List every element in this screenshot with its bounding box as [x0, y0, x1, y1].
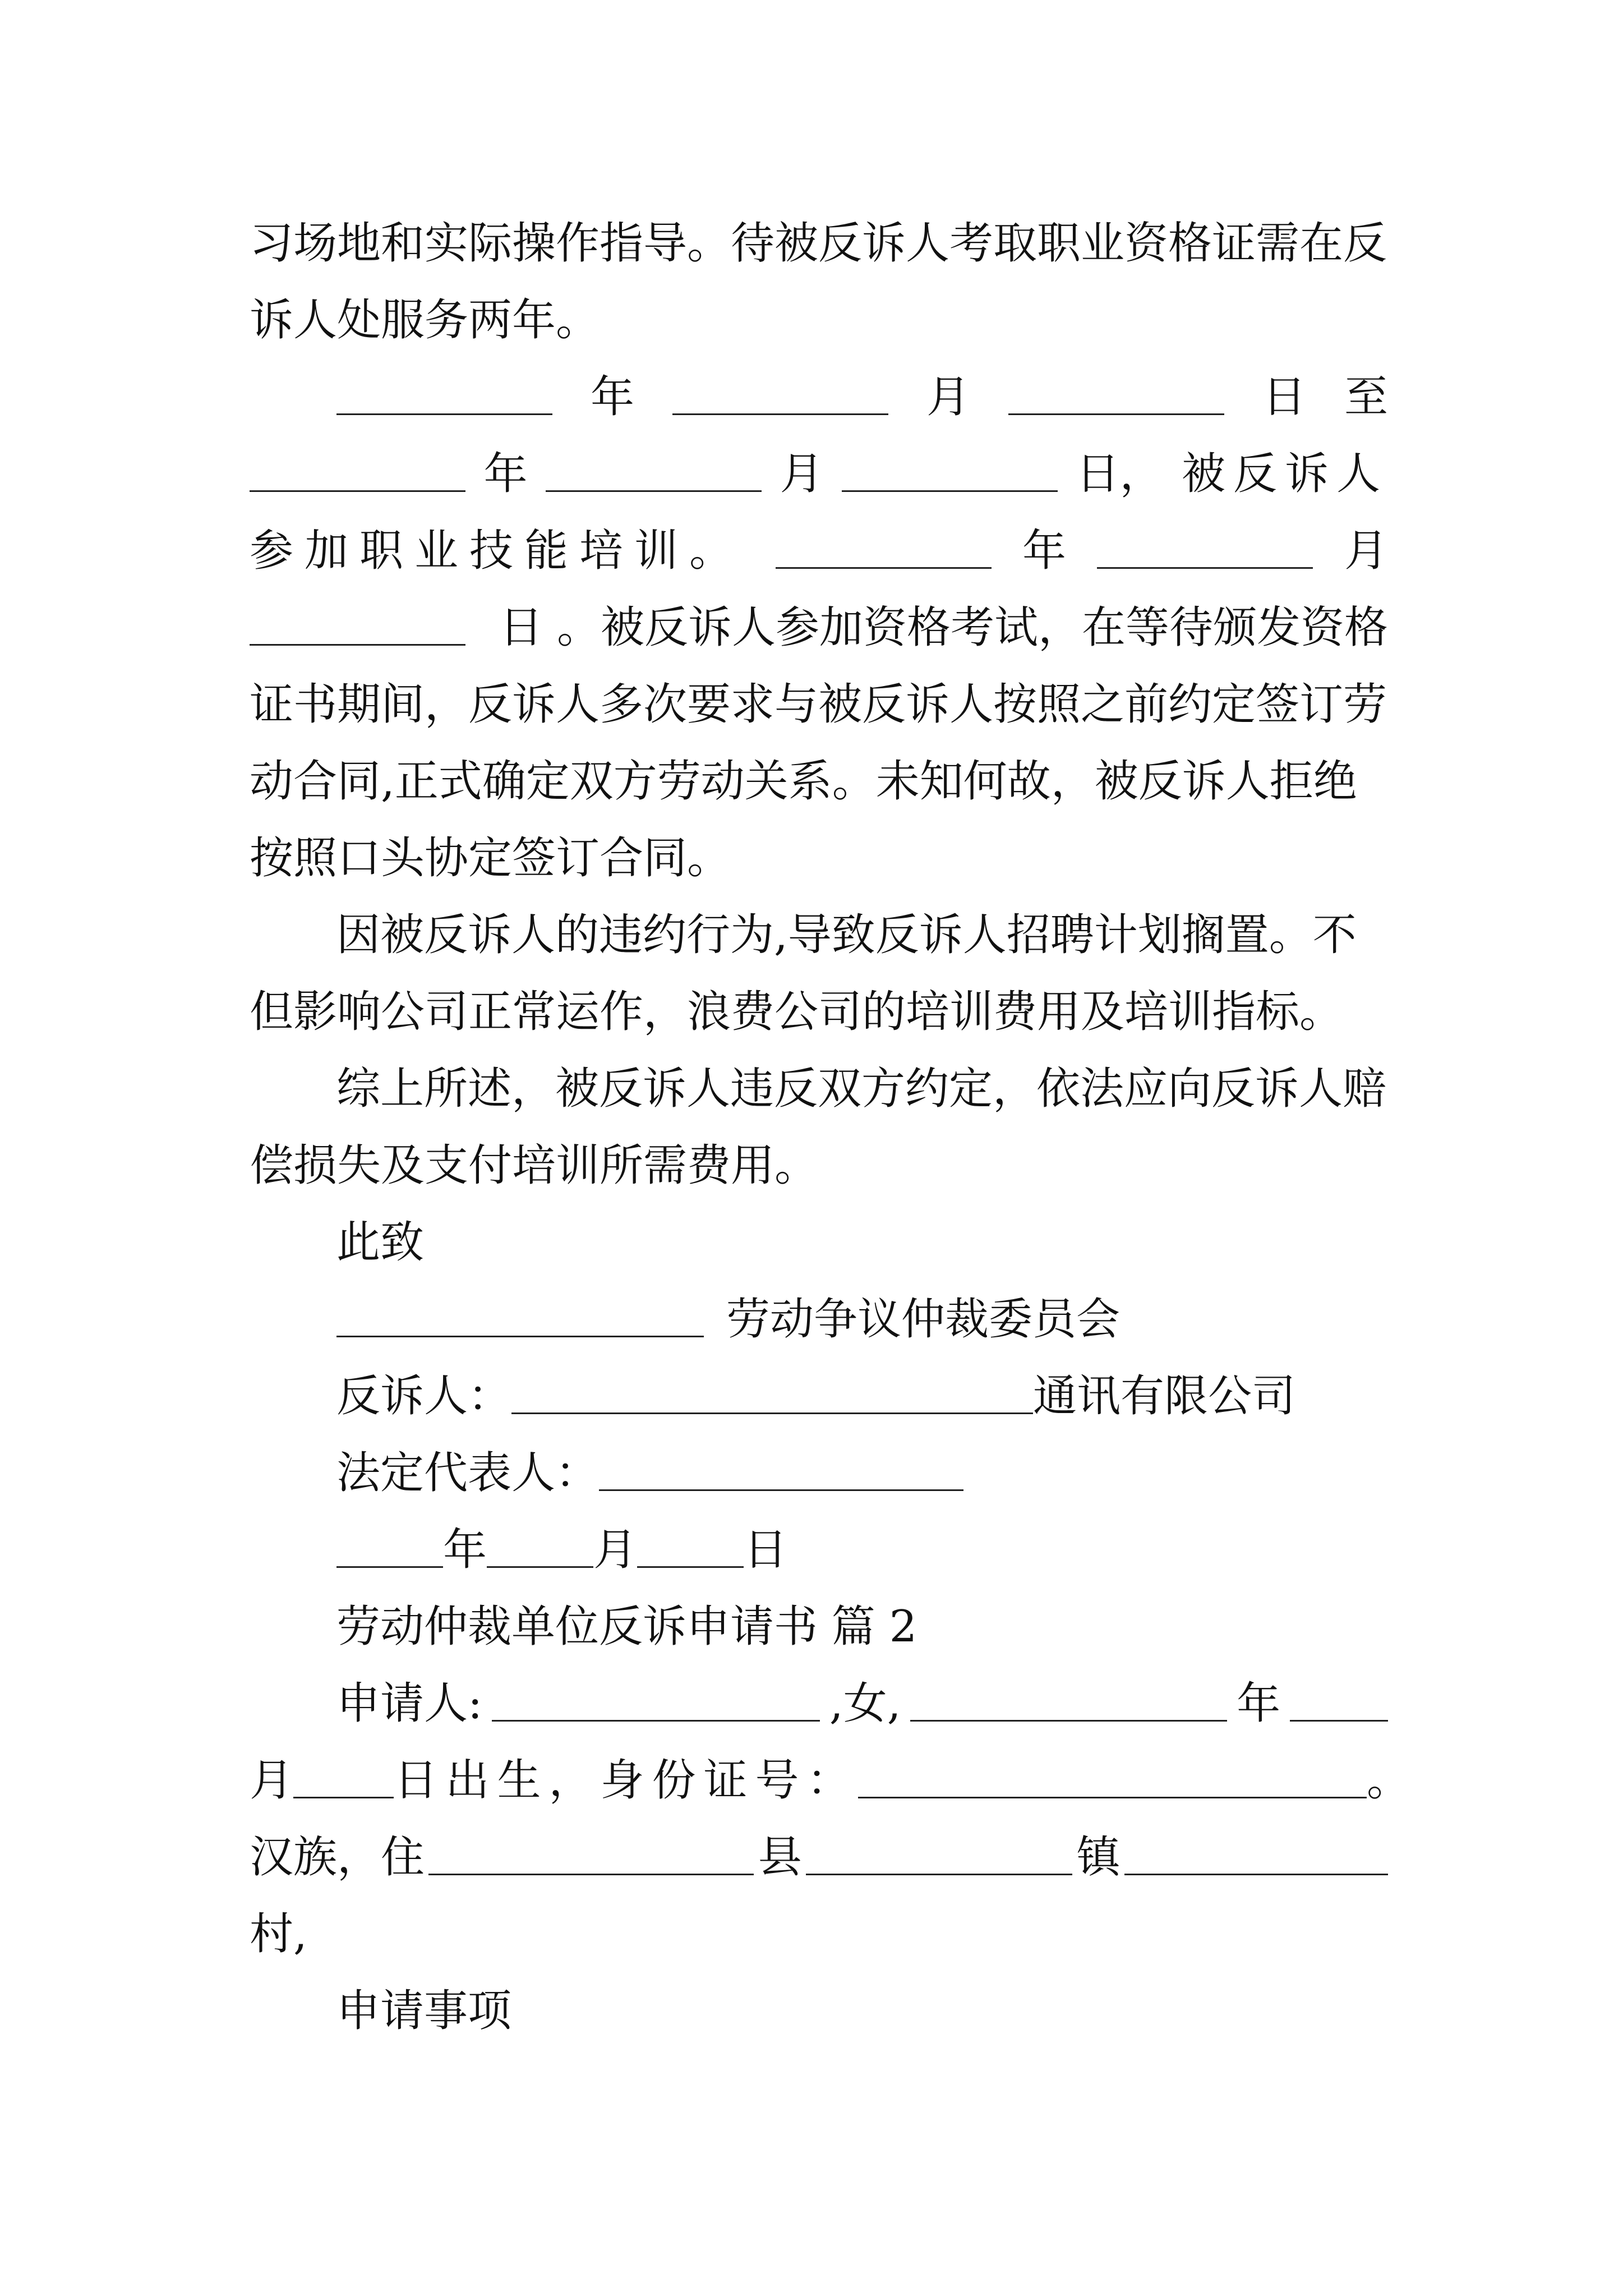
blank-line	[511, 1379, 1033, 1414]
date-range-line	[250, 436, 1388, 513]
paragraph-line: 综上所述，被反诉人违反双方约定，依法应向反诉人赔	[336, 1064, 1387, 1114]
month-label: 月	[593, 1525, 638, 1575]
blank-line	[336, 1533, 443, 1568]
address-line	[250, 1819, 1388, 1896]
blank-line	[250, 610, 465, 646]
signature-date-line	[336, 1512, 1388, 1589]
exam-text: 日 。被反诉人参加资格考试，在等待颁发资格	[499, 602, 1388, 653]
application-matters-heading: 申请事项	[336, 1986, 512, 2036]
paragraph-line: 因被反诉人的违约行为,导致反诉人招聘计划搁置。不	[336, 910, 1357, 960]
year-label: 年	[590, 372, 634, 422]
blank-line	[599, 1456, 963, 1491]
blank-line	[1008, 380, 1224, 415]
blank-line	[858, 1763, 1367, 1798]
blank-line	[842, 457, 1058, 492]
month-label: 月	[1344, 526, 1388, 576]
blank-line	[336, 380, 552, 415]
day-label: 日	[744, 1525, 788, 1575]
day-label: 日，	[1076, 449, 1164, 499]
blank-line	[250, 457, 465, 492]
blank-line	[546, 457, 762, 492]
blank-line	[293, 1763, 394, 1798]
date-range-line	[336, 359, 1388, 436]
year-label: 年	[443, 1525, 487, 1575]
blank-line	[672, 380, 888, 415]
applicant-label: 申请人:	[336, 1678, 483, 1729]
blank-line	[487, 1533, 593, 1568]
paragraph-line: 诉人处服务两年。	[250, 295, 600, 346]
town-label: 镇	[1076, 1832, 1121, 1883]
blank-line	[1290, 1686, 1388, 1722]
paragraph-line: 按照口头协定签订合同。	[250, 833, 731, 884]
blank-line	[910, 1686, 1227, 1722]
month-label: 月	[780, 449, 824, 499]
day-label: 日	[1262, 372, 1306, 422]
paragraph-line: 但影响公司正常运作，浪费公司的培训费用及培训指标。	[250, 987, 1344, 1037]
ethnicity-text: 汉族，住	[250, 1832, 425, 1883]
legal-rep-label: 法定代表人：	[336, 1448, 600, 1498]
blank-line	[428, 1840, 754, 1875]
paragraph-line: 习场地和实际操作指导。待被反诉人考取职业资格证需在反	[250, 218, 1387, 269]
blank-line	[1124, 1840, 1388, 1875]
applicant-line	[336, 1665, 1388, 1742]
paragraph-line: 偿损失及支付培训所需费用。	[250, 1140, 819, 1191]
blank-line	[637, 1533, 744, 1568]
period-mark: 。	[1366, 1755, 1410, 1806]
year-label: 年	[1237, 1678, 1281, 1729]
blank-line	[492, 1686, 820, 1722]
blank-line	[806, 1840, 1072, 1875]
year-label: 年	[483, 449, 528, 499]
salutation: 此致	[336, 1217, 425, 1268]
counter-applicant-line	[336, 1358, 1388, 1435]
month-label: 月	[250, 1755, 294, 1806]
county-label: 县	[758, 1832, 802, 1883]
committee-name: 劳动争议仲裁委员会	[726, 1294, 1121, 1345]
year-label: 年	[1022, 526, 1066, 576]
village-text: 村,	[250, 1909, 307, 1959]
section-heading: 劳动仲裁单位反诉申请书 篇 2	[336, 1602, 917, 1652]
to-label: 至	[1344, 372, 1388, 422]
committee-line	[336, 1281, 1388, 1358]
respondent-label: 被反诉人	[1181, 449, 1388, 499]
paragraph-line: 证书期间，反诉人多次要求与被反诉人按照之前约定签订劳	[250, 679, 1387, 730]
month-label: 月	[926, 372, 970, 422]
paragraph-line: 动合同,正式确定双方劳动关系。未知何故，被反诉人拒绝	[250, 756, 1357, 807]
birth-id-line	[250, 1742, 1410, 1819]
training-line	[250, 513, 1388, 590]
company-suffix: 通讯有限公司	[1033, 1371, 1296, 1421]
birth-id-text: 日出生，身份证号：	[394, 1755, 859, 1806]
blank-line	[1097, 533, 1313, 569]
training-text: 参加职业技能培训。	[250, 526, 745, 576]
legal-rep-line	[336, 1435, 1388, 1512]
blank-line	[336, 1302, 704, 1337]
blank-line	[776, 533, 992, 569]
gender-text: ,女,	[829, 1678, 901, 1729]
counter-applicant-label: 反诉人：	[336, 1371, 512, 1421]
exam-line	[250, 590, 1388, 666]
